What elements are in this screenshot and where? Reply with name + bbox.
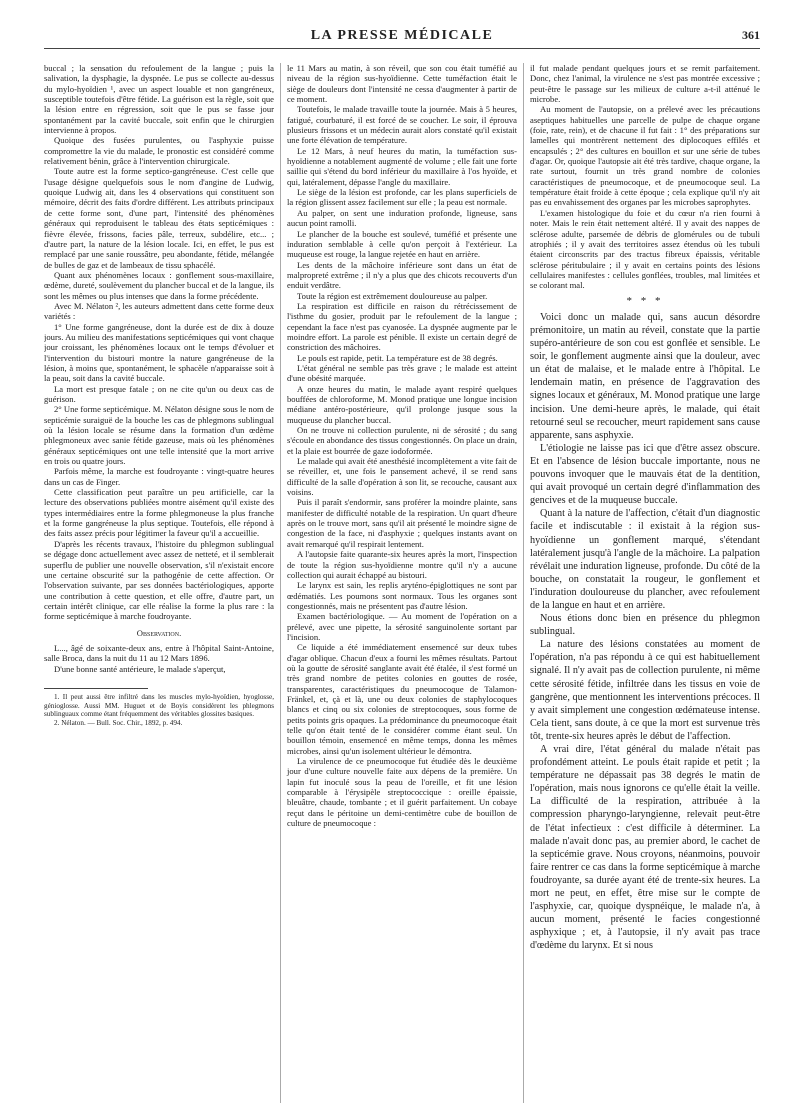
paragraph: buccal ; la sensation du refoulement de la langue ; puis la salivation, la dysphagie, la dyspnée. Le pus se collecte au-dessus du mylo-hyoïdien ¹, avec un aspect louable et non gangréneux, susceptible toutefois d'être fétide. La guérison est la règle, soit que la lésion entre en régression, soit que le pus se fasse jour spontanément par la cavité buccale, soit enfin que le chirurgien intervienne à propos.: [44, 63, 274, 136]
footnote: 2. Nélaton. — Bull. Soc. Chir., 1892, p. 494.: [54, 718, 183, 727]
column-right: [524, 63, 760, 1103]
paragraph: Parfois même, la marche est foudroyante : vingt-quatre heures dans un cas de Finger.: [44, 466, 274, 487]
section-separator: * * *: [626, 294, 664, 307]
paragraph: L..., âgé de soixante-deux ans, entre à l'hôpital Saint-Antoine, salle Broca, dans la nuit du 11 au 12 Mars 1896.: [44, 642, 274, 664]
paragraph: 2° Une forme septicémique. M. Nélaton désigne sous le nom de septicémie suraiguë de la bouche les cas de phlegmons sublingual où la lésion locale se résume dans la formation d'un œdème phlegmoneux avec sanie fétide gazeuse, mais où les phénomènes généraux septicémiques ont une telle intensité que la mort arrive en trois ou quatre jours.: [44, 404, 274, 467]
paragraph: La virulence de ce pneumocoque fut étudiée dès le deuxième jour d'une culture nouvelle faite aux dépens de la première. Un lapin fut inoculé sous la peau de l'oreille, et fit une lésion comparable à l'érysipèle streptococcique : oreille épaissie, bleuâtre, chaude, tombante ; et il guérit parfaitement. Un cobaye reçut dans le péritoine un demi-centimètre cube de bouillon de culture de pneumocoque :: [287, 756, 517, 829]
column-left: [44, 63, 280, 1103]
paragraph: Le larynx est sain, les replis aryténo-épiglottiques ne sont par œdématiés. Les poumons sont normaux. Tous les organes sont congestionnés, mais ne présentent pas d'autre lésion.: [287, 580, 517, 611]
footnote: 1. Il peut aussi être infiltré dans les muscles mylo-hyoïdien, hyoglosse, génioglosse. Aussi MM. Huguet et de Boyis considèrent les phlegmons sublinguaux comme étant fréquemment des véritables glossites basiques.: [44, 692, 274, 719]
paragraph: La nature des lésions constatées au moment de l'opération, n'a pas répondu à ce qui est habituellement signalé. Il n'y avait pas de collection purulente, ni même cette sérosité fétide, infiltrée dans les tissus en voie de gangrène, que mentionnent les interventions précoces. Il y avait simplement une congestion œdémateuse intense. Cela tient, sans doute, à ce que la mort est survenue très tôt, trente-six heures après le début de l'affection.: [530, 639, 760, 742]
journal-title: LA PRESSE MÉDICALE: [310, 28, 494, 43]
paragraph: Le 12 Mars, à neuf heures du matin, la tuméfaction sus-hyoïdienne a notablement augmenté de volume ; elle fait une forte saillie qui s'étend du bord inférieur du maxillaire à l'os hyoïde, et qui, latéralement, dépasse l'angle du maxillaire.: [287, 145, 517, 187]
paragraph: 1° Une forme gangréneuse, dont la durée est de dix à douze jours. Au milieu des manifestations septicémiques qui vont chaque jour croissant, les phénomènes locaux ont le temps d'évoluer et l'intervention du bistouri montre la nature gangréneuse de la lésion, à moins que, spontanément, le sphacèle n'apparaisse soit à la peau, soit dans la cavité buccale.: [44, 321, 274, 384]
paragraph: A l'autopsie faite quarante-six heures après la mort, l'inspection de toute la région sus-hyoïdienne montre qu'il n'y a aucune collection qui aurait échappé au bistouri.: [287, 549, 517, 580]
paragraph: Quoique des fusées purulentes, ou l'asphyxie puisse compromettre la vie du malade, le pronostic est considéré comme relativement bénin, grâce à l'intervention chirurgicale.: [44, 135, 274, 167]
paragraph: Toute autre est la forme septico-gangréneuse. C'est celle que l'usage désigne quelquefois sous le nom d'angine de Ludwig, quoique Ludwig ait, dans les 4 observations qui constituent son mémoire, décrit des faits d'ordre différent. Les attributs principaux de cette forme sont, d'une part, l'intensité des phénomènes généraux qui reproduisent le tableau des états septicémiques : fièvre élevée, frissons, facies pâle, terreux, subdélire, etc... ; d'autre part, la nature de la lésion locale. Ici, en effet, le pus est remplacé par une sanie roussâtre, peu abondante, fétide, mélangée de bulles de gaz et de lambeaux de tissu sphacélé.: [44, 166, 274, 270]
paragraph: Nous étions donc bien en présence du phlegmon sublingual.: [530, 613, 760, 638]
paragraph: Toutefois, le malade travaille toute la journée. Mais à 5 heures, fatigué, courbaturé, il est forcé de se coucher. Le soir, il éprouva plusieurs frissons et un médecin aurait alors constaté qu'il existait une forte élévation de température.: [287, 104, 517, 146]
paragraph: Avec M. Nélaton ², les auteurs admettent dans cette forme deux variétés :: [44, 300, 274, 322]
paragraph: Puis il paraît s'endormir, sans proférer la moindre plainte, sans manifester de difficulté notable de la respiration. Un quart d'heure après on le trouve mort, sans qu'il ait présenté le moindre signe de congestion de la face, ni d'asphyxie ; quelques instants avant on avait remarqué qu'il respirait lentement.: [287, 497, 517, 549]
paragraph: L'examen histologique du foie et du cœur n'a rien fourni à noter. Mais le rein était nettement altéré. Il y avait des nappes de sclérose adulte, parsemée de débris de glomérules ou de tubuli atrophiés ; il y avait des territoires assez étendus où les tubuli étaient circonscrits par des tractus fibreux épaissis, véritable sclérose péritubulaire ; il y avait en certains points des lésions cellulaires manifestes : cellules gonflées, troubles, mal limitées et se colorant mal.: [530, 207, 760, 291]
section-title: Observation.: [136, 627, 182, 638]
paragraph: On ne trouve ni collection purulente, ni de sérosité ; du sang s'écoule en abondance des tissus congestionnés. On place un drain, et la plaie est bourrée de gaze iodoformée.: [287, 425, 517, 456]
paragraph: Toute la région est extrêmement douloureuse au palper.: [297, 290, 488, 301]
paragraph: Voici donc un malade qui, sans aucun désordre prémonitoire, un matin au réveil, constate que la partie supéro-antérieure de son cou est gonflée et sensible. Le soir, le gonflement augmente ainsi que la douleur, avec un état de malaise, et le malade entre à l'hôpital. Le lendemain matin, en présence de l'aggravation des signes locaux et généraux, M. Monod pratique une large incision. Une demi-heure après, le malade, qui était retourné seul se recoucher, meurt rapidement sans cause apparente, sans asphyxie.: [530, 311, 760, 441]
text-columns: [44, 63, 760, 1103]
paragraph: A onze heures du matin, le malade ayant respiré quelques bouffées de chloroforme, M. Monod pratique une longue incision médiane antéro-postérieure, qu'il prolonge jusque sous la muqueuse du plancher buccal.: [287, 383, 517, 425]
paragraph: D'après les récents travaux, l'histoire du phlegmon sublingual se dégage donc actuellement avec assez de netteté, et il semblerait superflu de publier une nouvelle observation, s'il n'existait encore une certaine obscurité sur la pathogénie de cette affection. Or l'observation suivante, par ses données bactériologiques, apporte une contribution à cette question, et elle offre, d'autre part, un certain intérêt clinique, car elle réalise la forme la plus rare : la forme septicémique à marche foudroyante.: [44, 538, 274, 622]
paragraph: Le pouls est rapide, petit. La température est de 38 degrés.: [297, 352, 498, 363]
paragraph: Examen bactériologique. — Au moment de l'opération on a prélevé, avec une pipette, la sérosité sanguinolente sortant par l'incision.: [287, 611, 517, 642]
paragraph: Quant aux phénomènes locaux : gonflement sous-maxillaire, œdème, dureté, soulèvement du plancher buccal et de la langue, ils sont les mêmes ou plus intenses que dans la forme précédente.: [44, 269, 274, 301]
column-middle: [280, 63, 524, 1103]
paragraph: Quant à la nature de l'affection, c'était d'un diagnostic facile et indiscutable : il existait à la région sus-hyoïdienne un gonflement marqué, s'étendant latéralement jusqu'à l'angle de la mâchoire. La palpation révélait une induration ligneuse, profonde. Du côté de la bouche, on constatait la rougeur, le gonflement et l'induration douloureuse du plancher, avec refoulement de la langue en haut et en arrière.: [530, 508, 760, 611]
paragraph: Ce liquide a été immédiatement ensemencé sur deux tubes d'agar oblique. Chacun d'eux a fourni les mêmes résultats. Partout où la goutte de sérosité sanglante avait été étalée, il s'est formé un très grand nombre de petites colonies en gouttes de rosée, transparentes, caractéristiques du pneumocoque de Talamon-Fränkel, et, çà et là, une ou deux colonies de staphylocoques blancs et cinq ou six colonies de streptocoques, sous forme de petits points gris opaques. La prédominance du pneumocoque était telle qu'on était tenté de le considérer comme étant seul. Un bouillon témoin, ensemencé en même temps, donna les mêmes microbes, ainsi qu'un isolement ultérieur le démontra.: [287, 642, 517, 756]
paragraph: Le plancher de la bouche est soulevé, tuméfié et présente une induration semblable à celle qu'on perçoit à l'extérieur. La muqueuse est rouge, la langue rejetée en haut en arrière.: [287, 228, 517, 260]
paragraph: Le malade qui avait été anesthésié incomplètement a vite fait de se réveiller, et, une fois le pansement achevé, il se rend sans difficulté de la salle d'opération à son lit, se recouche, causant aux voisins.: [287, 456, 518, 498]
paragraph: La mort est presque fatale ; on ne cite qu'un ou deux cas de guérison.: [44, 383, 274, 404]
footnote-divider: [44, 688, 148, 689]
paragraph: Les dents de la mâchoire inférieure sont dans un état de malpropreté extrême ; il n'y a plus que des chicots recouverts d'un enduit verdâtre.: [287, 259, 517, 291]
discussion-block: [530, 311, 760, 953]
paragraph: Au palper, on sent une induration profonde, ligneuse, sans aucun point ramolli.: [287, 207, 517, 229]
paragraph: Au moment de l'autopsie, on a prélevé avec les précautions aseptiques habituelles une parcelle de pulpe de chaque organe (foie, rate, rein), et de chacune il fut fait : 1° des préparations sur lamelles qui montrèrent nettement des diplocoques effilés et encapsulés ; 2° des cultures en bouillon et sur une série de tubes d'agar. Or, quoique l'autopsie ait été très tardive, chaque organe, la rate surtout, fournit un très grand nombre de colonies caractéristiques de pneumocoque, et de pneumocoque seul. La température était froide à cette époque ; cela explique qu'il n'y ait pas eu envahissement des organes par les microbes saprophytes.: [530, 104, 760, 208]
paragraph: le 11 Mars au matin, à son réveil, que son cou était tuméfié au niveau de la région sus-hyoïdienne. Cette tuméfaction était le siège de douleurs dont l'intensité ne cessa d'augmenter à partir de ce moment.: [287, 63, 517, 105]
paragraph: A vrai dire, l'état général du malade n'était pas profondément atteint. Le pouls était rapide et petit ; la température ne dépassait pas 38 degrés le matin de l'opération, mais nous ignorons ce qu'elle était la veille. La difficulté de la respiration, attribuée à la compression pharyngo-laryngienne, relevait peut-être de l'état infectieux : c'est difficile à déterminer. La malade n'avait donc pas, au premier abord, le cachet de la septicémie grave. Nous croyons, néanmoins, pouvoir faire rentrer ce cas dans la forme septicémique à marche foudroyante, sa durée ayant été de trente-six heures. La mort ne peut, en effet, être mise sur le compte de l'asphyxie, car, quoique dyspnéique, le malade n'a, à aucun moment, présenté le facies congestionné asphyxique ; et, à l'autopsie, il n'y avait pas trace d'œdème du larynx. Et si nous: [530, 744, 760, 952]
page-number: 361: [742, 28, 760, 42]
paragraph: il fut malade pendant quelques jours et se remit parfaitement. Donc, chez l'animal, la virulence ne s'est pas montrée excessive ; peut-être le passage sur les milieux de culture a-t-il atténué le microbe.: [530, 63, 760, 105]
paragraph: La respiration est difficile en raison du rétrécissement de l'isthme du gosier, produit par le refoulement de la langue ; cependant la face n'est pas cyanosée. La dyspnée augmente par le moindre effort. La parole est pénible. Il existe un certain degré de constriction des mâchoires.: [287, 300, 517, 353]
paragraph: D'une bonne santé antérieure, le malade s'aperçut,: [54, 663, 226, 674]
paragraph: Cette classification peut paraître un peu artificielle, car la lecture des observations publiées montre aisément qu'il existe des types intermédiaires entre la forme phlegmoneuse la plus franche et la forme gangréneuse la plus septique. Toutefois, elle répond à des faits assez précis pour légitimer la faveur qu'il a accueillie.: [44, 487, 274, 539]
paragraph: L'état général ne semble pas très grave ; le malade est atteint d'une obésité marquée.: [287, 362, 517, 384]
paragraph: Le siège de la lésion est profonde, car les plans superficiels de la région glissent assez facilement sur elle ; la peau est normale.: [287, 187, 517, 208]
page-header: [44, 26, 760, 49]
paragraph: L'étiologie ne laisse pas ici que d'être assez obscure. Et en l'absence de lésion buccale importante, nous ne pouvons invoquer que le mauvais état de la dentition, qui avait provoqué un certain degré d'inflammation des gencives et de la muqueuse buccale.: [530, 442, 760, 507]
